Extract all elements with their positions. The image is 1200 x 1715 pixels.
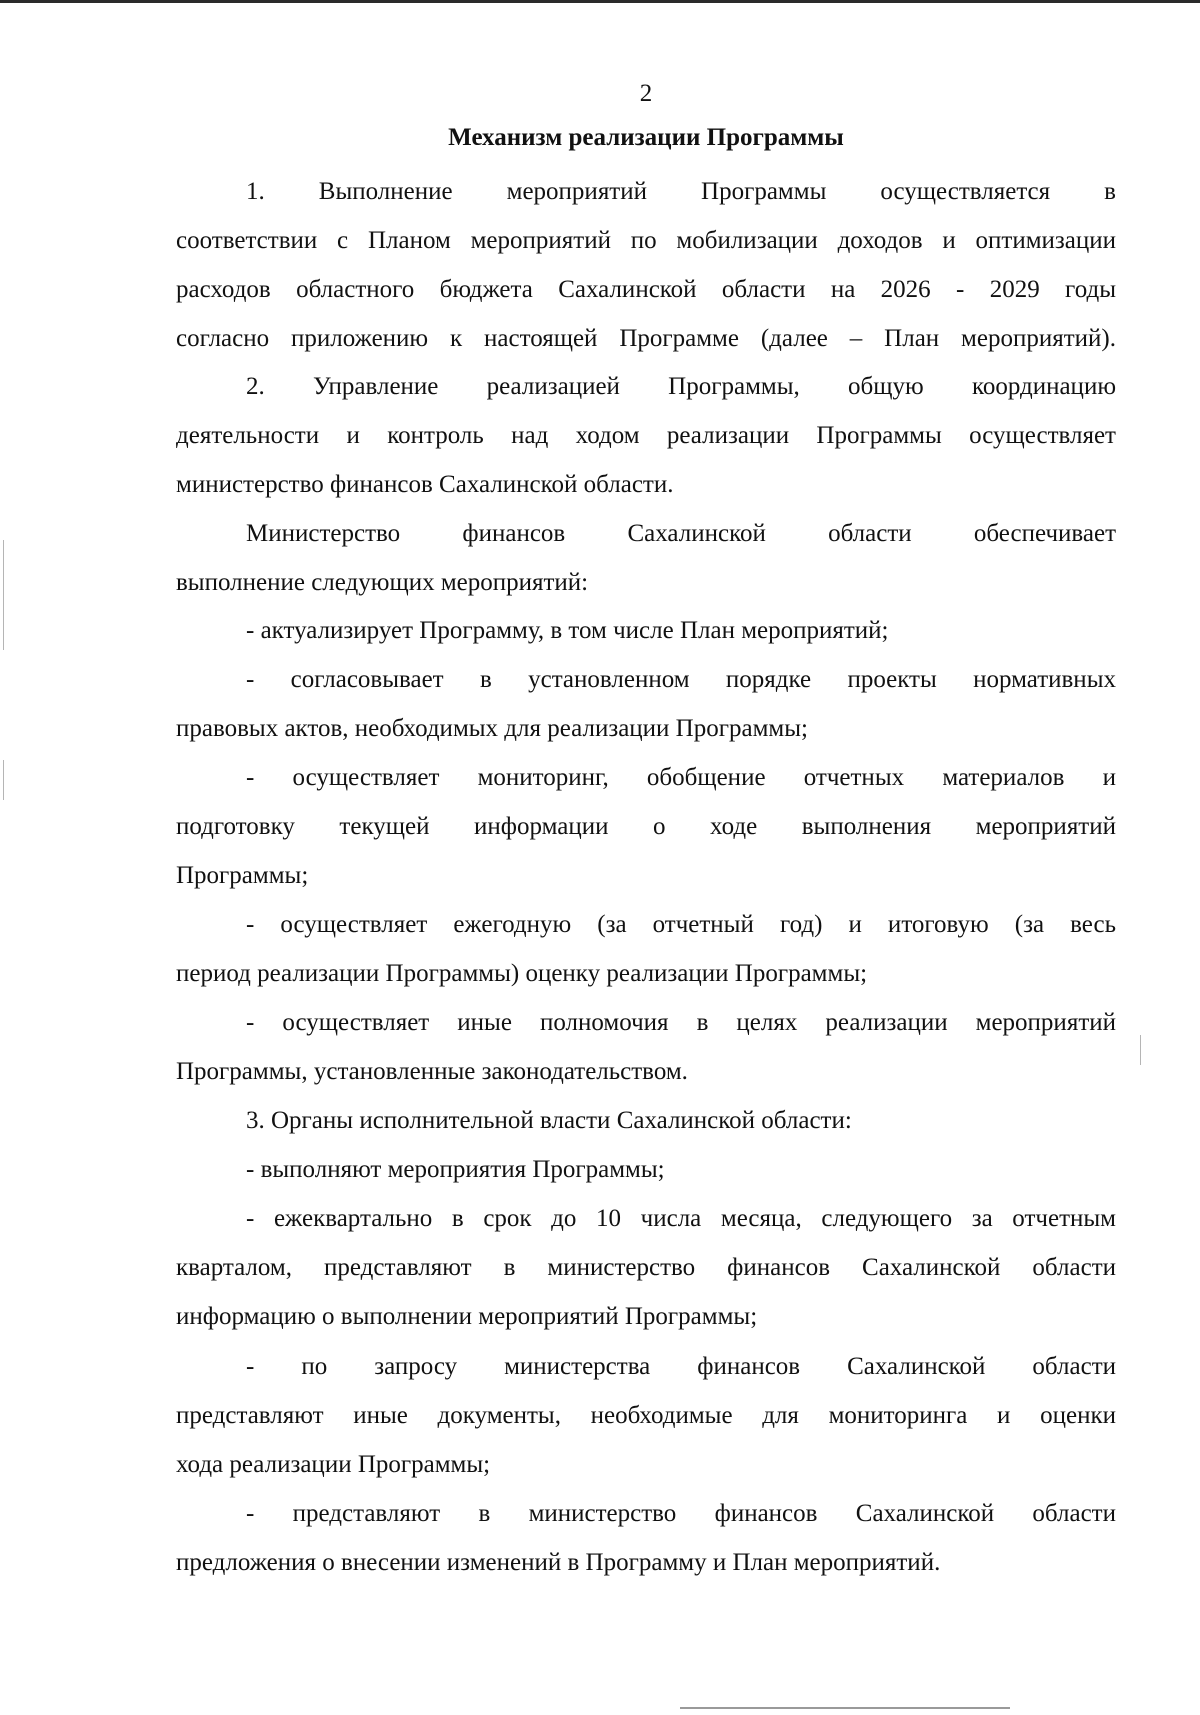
paragraph-line: соответствии с Планом мероприятий по мобилизации доходов и оптимизации bbox=[176, 227, 1116, 254]
document-title: Механизм реализации Программы bbox=[448, 124, 844, 151]
paragraph-line: правовых актов, необходимых для реализации Программы; bbox=[176, 715, 808, 742]
paragraph-12 bbox=[176, 1342, 1116, 1489]
paragraph-line: 1. Выполнение мероприятий Программы осуществляется в bbox=[246, 178, 1116, 205]
scan-edge-top bbox=[0, 0, 1200, 3]
paragraph-line: - представляют в министерство финансов Сахалинской области bbox=[246, 1500, 1116, 1527]
paragraph-1 bbox=[176, 167, 1116, 363]
paragraph-line: - осуществляет иные полномочия в целях реализации мероприятий bbox=[246, 1009, 1116, 1036]
paragraph-line: - актуализирует Программу, в том числе План мероприятий; bbox=[246, 617, 889, 644]
paragraph-line: согласно приложению к настоящей Программе (далее – План мероприятий). bbox=[176, 325, 1116, 352]
paragraph-10 bbox=[176, 1145, 1116, 1194]
paragraph-5 bbox=[176, 655, 1116, 753]
paragraph-line: расходов областного бюджета Сахалинской области на 2026 - 2029 годы bbox=[176, 276, 1116, 303]
paragraph-8 bbox=[176, 998, 1116, 1096]
paragraph-2 bbox=[176, 362, 1116, 509]
paragraph-line: выполнение следующих мероприятий: bbox=[176, 569, 589, 596]
paragraph-line: информацию о выполнении мероприятий Программы; bbox=[176, 1303, 758, 1330]
paragraph-3 bbox=[176, 509, 1116, 607]
paragraph-line: - ежеквартально в срок до 10 числа месяца, следующего за отчетным bbox=[246, 1205, 1116, 1232]
paragraph-line: - согласовывает в установленном порядке проекты нормативных bbox=[246, 666, 1116, 693]
paragraph-line: - осуществляет мониторинг, обобщение отчетных материалов и bbox=[246, 764, 1116, 791]
paragraph-13 bbox=[176, 1489, 1116, 1587]
scan-speck bbox=[1140, 1035, 1141, 1065]
paragraph-line: деятельности и контроль над ходом реализации Программы осуществляет bbox=[176, 422, 1116, 449]
paragraph-line: министерство финансов Сахалинской области. bbox=[176, 471, 674, 498]
paragraph-line: 2. Управление реализацией Программы, общую координацию bbox=[246, 373, 1116, 400]
paragraph-9 bbox=[176, 1096, 1116, 1145]
page-number: 2 bbox=[639, 80, 653, 107]
paragraph-line: предложения о внесении изменений в Программу и План мероприятий. bbox=[176, 1549, 941, 1576]
paragraph-line: - выполняют мероприятия Программы; bbox=[246, 1156, 665, 1183]
paragraph-line: кварталом, представляют в министерство финансов Сахалинской области bbox=[176, 1254, 1116, 1281]
scan-speck bbox=[3, 760, 4, 800]
paragraph-line: 3. Органы исполнительной власти Сахалинской области: bbox=[246, 1107, 852, 1134]
paragraph-line: период реализации Программы) оценку реализации Программы; bbox=[176, 960, 868, 987]
paragraph-line: хода реализации Программы; bbox=[176, 1451, 491, 1478]
paragraph-line: - по запросу министерства финансов Сахалинской области bbox=[246, 1353, 1116, 1380]
paragraph-line: представляют иные документы, необходимые для мониторинга и оценки bbox=[176, 1402, 1116, 1429]
scan-speck bbox=[3, 540, 4, 650]
paragraph-line: Программы, установленные законодательством. bbox=[176, 1058, 688, 1085]
paragraph-11 bbox=[176, 1194, 1116, 1341]
paragraph-4 bbox=[176, 606, 1116, 655]
paragraph-line: Программы; bbox=[176, 862, 309, 889]
paragraph-line: - осуществляет ежегодную (за отчетный год) и итоговую (за весь bbox=[246, 911, 1116, 938]
paragraph-line: Министерство финансов Сахалинской области обеспечивает bbox=[246, 520, 1116, 547]
paragraph-7 bbox=[176, 900, 1116, 998]
paragraph-line: подготовку текущей информации о ходе выполнения мероприятий bbox=[176, 813, 1116, 840]
paragraph-6 bbox=[176, 753, 1116, 900]
scan-edge-bottom bbox=[680, 1707, 1010, 1709]
